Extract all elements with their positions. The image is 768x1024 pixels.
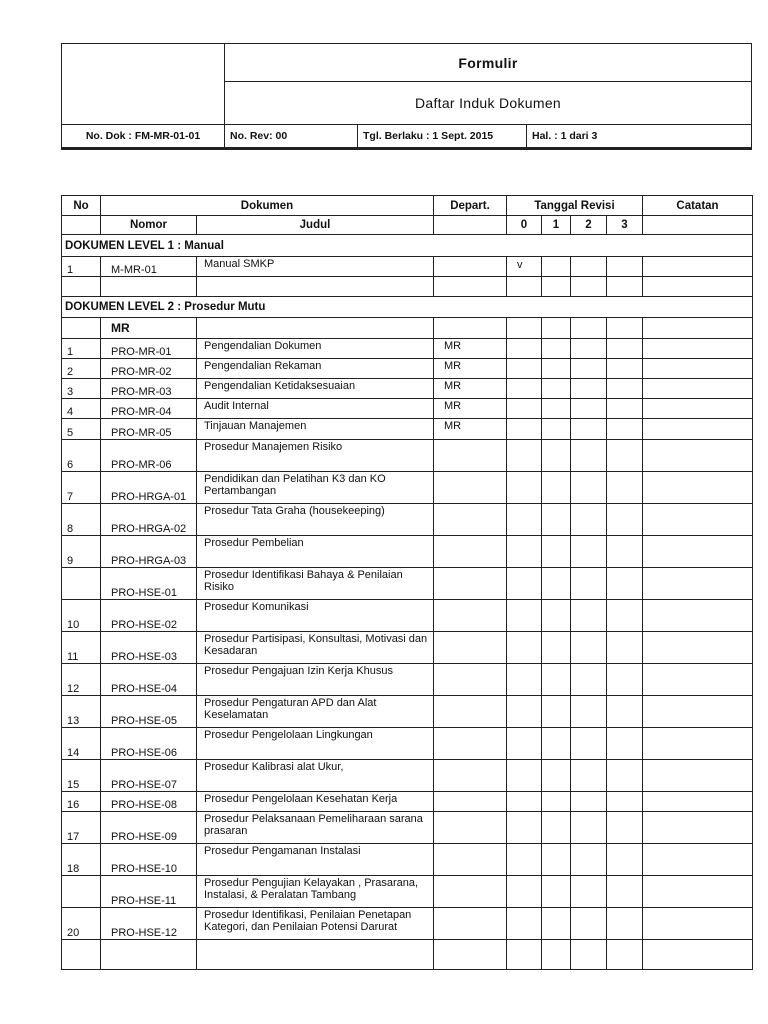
row-rev3 — [607, 568, 643, 600]
table-row — [62, 504, 753, 536]
row-depart — [434, 664, 507, 696]
row-number: 13 — [62, 696, 101, 728]
row-rev2 — [571, 379, 607, 399]
row-rev1 — [542, 728, 571, 760]
table-row — [62, 339, 753, 359]
table-body — [62, 235, 753, 970]
row-nomor: PRO-HSE-02 — [101, 600, 197, 632]
form-header — [61, 43, 752, 148]
row-rev1 — [542, 844, 571, 876]
row-catatan — [643, 399, 753, 419]
row-depart — [434, 632, 507, 664]
row-rev1 — [542, 792, 571, 812]
row-judul: Tinjauan Manajemen — [197, 419, 434, 440]
row-rev0 — [507, 419, 542, 440]
table-row — [62, 472, 753, 504]
row-rev3 — [607, 504, 643, 536]
row-number: 2 — [62, 359, 101, 379]
row-rev2 — [571, 812, 607, 844]
row-rev3 — [607, 908, 643, 940]
row-judul: Prosedur Pengamanan Instalasi — [197, 844, 434, 876]
group-empty-cell — [643, 318, 753, 339]
blank-empty-cell — [197, 277, 434, 297]
row-rev1 — [542, 379, 571, 399]
row-rev2 — [571, 257, 607, 277]
row-nomor: PRO-HSE-10 — [101, 844, 197, 876]
row-catatan — [643, 472, 753, 504]
row-rev1 — [542, 664, 571, 696]
row-rev3 — [607, 696, 643, 728]
row-rev3 — [607, 419, 643, 440]
table-row — [62, 568, 753, 600]
row-rev0 — [507, 339, 542, 359]
row-rev1 — [542, 339, 571, 359]
row-judul: Audit Internal — [197, 399, 434, 419]
group-row — [62, 318, 753, 339]
row-rev1 — [542, 568, 571, 600]
row-nomor: PRO-HSE-11 — [101, 876, 197, 908]
row-rev0 — [507, 600, 542, 632]
col-judul-header: Judul — [197, 216, 434, 235]
document-register-table — [61, 195, 753, 970]
row-rev3 — [607, 792, 643, 812]
blank-empty-cell — [101, 277, 197, 297]
row-rev3 — [607, 760, 643, 792]
row-rev3 — [607, 600, 643, 632]
row-number: 1 — [62, 339, 101, 359]
row-nomor: PRO-MR-02 — [101, 359, 197, 379]
table-row — [62, 440, 753, 472]
table-row — [62, 399, 753, 419]
blank-row — [62, 277, 753, 297]
row-nomor: PRO-HSE-06 — [101, 728, 197, 760]
row-depart — [434, 792, 507, 812]
row-depart — [434, 844, 507, 876]
row-nomor: PRO-MR-05 — [101, 419, 197, 440]
row-rev0: v — [507, 257, 542, 277]
row-judul: Pengendalian Dokumen — [197, 339, 434, 359]
row-catatan — [643, 728, 753, 760]
row-catatan — [643, 359, 753, 379]
row-rev2 — [571, 600, 607, 632]
row-rev2 — [571, 792, 607, 812]
blank-empty-cell — [434, 277, 507, 297]
row-judul: Prosedur Pengaturan APD dan Alat Keselamatan — [197, 696, 434, 728]
group-empty-cell — [434, 318, 507, 339]
row-nomor: PRO-HSE-12 — [101, 908, 197, 940]
row-catatan — [643, 664, 753, 696]
row-depart — [434, 696, 507, 728]
row-nomor: PRO-HRGA-01 — [101, 472, 197, 504]
row-rev0 — [507, 760, 542, 792]
row-catatan — [643, 419, 753, 440]
row-judul: Prosedur Pengelolaan Kesehatan Kerja — [197, 792, 434, 812]
blank-empty-cell — [507, 940, 542, 970]
row-rev1 — [542, 876, 571, 908]
row-judul: Prosedur Pengujian Kelayakan , Prasarana, Instalasi, & Peralatan Tambang — [197, 876, 434, 908]
row-rev1 — [542, 908, 571, 940]
level1-section-title: DOKUMEN LEVEL 1 : Manual — [62, 235, 753, 257]
level2-section-title: DOKUMEN LEVEL 2 : Prosedur Mutu — [62, 297, 753, 318]
row-depart: MR — [434, 419, 507, 440]
row-rev1 — [542, 359, 571, 379]
header-divider — [61, 148, 752, 150]
row-rev1 — [542, 419, 571, 440]
blank-empty-cell — [643, 940, 753, 970]
row-number: 4 — [62, 399, 101, 419]
group-empty-cell — [571, 318, 607, 339]
table-row — [62, 359, 753, 379]
row-number: 7 — [62, 472, 101, 504]
row-depart: MR — [434, 359, 507, 379]
row-rev2 — [571, 399, 607, 419]
row-judul: Prosedur Identifikasi Bahaya & Penilaian Risiko — [197, 568, 434, 600]
row-catatan — [643, 844, 753, 876]
row-catatan — [643, 379, 753, 399]
group-no-cell — [62, 318, 101, 339]
row-number: 9 — [62, 536, 101, 568]
table-row — [62, 379, 753, 399]
row-rev2 — [571, 908, 607, 940]
row-rev3 — [607, 876, 643, 908]
row-nomor: PRO-HSE-05 — [101, 696, 197, 728]
row-catatan — [643, 339, 753, 359]
row-catatan — [643, 504, 753, 536]
meta-tgl-berlaku — [358, 125, 527, 148]
table-row — [62, 792, 753, 812]
table-row — [62, 908, 753, 940]
row-depart — [434, 257, 507, 277]
row-rev1 — [542, 440, 571, 472]
hal-text: Hal. : 1 dari 3 — [532, 130, 598, 142]
table-row — [62, 664, 753, 696]
col-no-header: No — [62, 196, 101, 216]
row-catatan — [643, 536, 753, 568]
row-depart — [434, 760, 507, 792]
row-nomor: PRO-HSE-03 — [101, 632, 197, 664]
table-row — [62, 844, 753, 876]
row-rev1 — [542, 812, 571, 844]
row-nomor: PRO-MR-04 — [101, 399, 197, 419]
row-nomor: PRO-HSE-04 — [101, 664, 197, 696]
row-rev3 — [607, 339, 643, 359]
row-number: 20 — [62, 908, 101, 940]
row-rev2 — [571, 568, 607, 600]
row-rev2 — [571, 472, 607, 504]
level2-section-row — [62, 297, 753, 318]
row-rev2 — [571, 536, 607, 568]
row-rev0 — [507, 568, 542, 600]
row-nomor: PRO-MR-06 — [101, 440, 197, 472]
row-depart — [434, 440, 507, 472]
row-catatan — [643, 440, 753, 472]
row-rev2 — [571, 504, 607, 536]
row-number — [62, 876, 101, 908]
blank-empty-cell — [643, 277, 753, 297]
row-rev0 — [507, 876, 542, 908]
col-catatan-header: Catatan — [643, 196, 753, 216]
col-depart-sub — [434, 216, 507, 235]
row-rev0 — [507, 504, 542, 536]
row-depart — [434, 504, 507, 536]
row-rev3 — [607, 632, 643, 664]
row-rev3 — [607, 399, 643, 419]
row-rev3 — [607, 440, 643, 472]
table-row — [62, 728, 753, 760]
row-rev0 — [507, 664, 542, 696]
form-label: Formulir — [225, 44, 752, 82]
row-number: 6 — [62, 440, 101, 472]
blank-empty-cell — [507, 277, 542, 297]
row-rev0 — [507, 792, 542, 812]
row-judul: Prosedur Pembelian — [197, 536, 434, 568]
table-row — [62, 536, 753, 568]
row-rev2 — [571, 339, 607, 359]
row-rev1 — [542, 472, 571, 504]
row-number: 15 — [62, 760, 101, 792]
row-judul: Manual SMKP — [197, 257, 434, 277]
row-depart — [434, 812, 507, 844]
document-title: Daftar Induk Dokumen — [225, 82, 752, 125]
blank-empty-cell — [434, 940, 507, 970]
row-rev1 — [542, 257, 571, 277]
table-row — [62, 760, 753, 792]
row-judul: Prosedur Pengelolaan Lingkungan — [197, 728, 434, 760]
table-row — [62, 696, 753, 728]
row-nomor: PRO-HSE-09 — [101, 812, 197, 844]
row-catatan — [643, 632, 753, 664]
row-rev0 — [507, 379, 542, 399]
row-rev0 — [507, 696, 542, 728]
row-rev3 — [607, 728, 643, 760]
row-rev3 — [607, 812, 643, 844]
row-rev2 — [571, 359, 607, 379]
blank-empty-cell — [607, 940, 643, 970]
row-rev1 — [542, 632, 571, 664]
row-rev0 — [507, 536, 542, 568]
row-rev1 — [542, 536, 571, 568]
row-rev0 — [507, 359, 542, 379]
no-dok-text: No. Dok : FM-MR-01-01 — [85, 130, 201, 142]
row-judul: Pengendalian Rekaman — [197, 359, 434, 379]
row-rev3 — [607, 472, 643, 504]
row-rev0 — [507, 399, 542, 419]
row-rev0 — [507, 440, 542, 472]
row-judul: Prosedur Komunikasi — [197, 600, 434, 632]
row-nomor: PRO-MR-01 — [101, 339, 197, 359]
no-rev-text: No. Rev: 00 — [230, 130, 288, 142]
meta-hal — [527, 125, 752, 148]
row-depart — [434, 600, 507, 632]
row-judul: Prosedur Kalibrasi alat Ukur, — [197, 760, 434, 792]
group-label: MR — [101, 318, 197, 339]
row-catatan — [643, 760, 753, 792]
col-tanggal-revisi-header: Tanggal Revisi — [507, 196, 643, 216]
row-nomor: PRO-HSE-07 — [101, 760, 197, 792]
row-rev0 — [507, 812, 542, 844]
row-catatan — [643, 812, 753, 844]
row-catatan — [643, 792, 753, 812]
row-rev0 — [507, 632, 542, 664]
table-row — [62, 812, 753, 844]
meta-no-dok — [62, 125, 225, 148]
row-number: 17 — [62, 812, 101, 844]
blank-row — [62, 940, 753, 970]
table-row — [62, 419, 753, 440]
blank-empty-cell — [542, 940, 571, 970]
row-judul: Prosedur Pelaksanaan Pemeliharaan sarana prasaran — [197, 812, 434, 844]
row-rev1 — [542, 760, 571, 792]
row-rev2 — [571, 760, 607, 792]
row-judul: Prosedur Partisipasi, Konsultasi, Motivasi dan Kesadaran — [197, 632, 434, 664]
blank-empty-cell — [542, 277, 571, 297]
tgl-berlaku-text: Tgl. Berlaku : 1 Sept. 2015 — [363, 130, 494, 142]
row-catatan — [643, 908, 753, 940]
row-rev0 — [507, 728, 542, 760]
row-number: 5 — [62, 419, 101, 440]
row-nomor: PRO-HRGA-03 — [101, 536, 197, 568]
meta-no-rev — [225, 125, 358, 148]
row-judul: Prosedur Manajemen Risiko — [197, 440, 434, 472]
row-catatan — [643, 696, 753, 728]
col-catatan-sub — [643, 216, 753, 235]
row-rev2 — [571, 844, 607, 876]
col-nomor-header: Nomor — [101, 216, 197, 235]
row-rev2 — [571, 440, 607, 472]
row-rev0 — [507, 844, 542, 876]
row-depart — [434, 472, 507, 504]
logo-area — [62, 44, 225, 125]
row-number: 3 — [62, 379, 101, 399]
blank-empty-cell — [607, 277, 643, 297]
row-rev2 — [571, 419, 607, 440]
table-row — [62, 257, 753, 277]
row-rev3 — [607, 379, 643, 399]
col-dokumen-header: Dokumen — [101, 196, 434, 216]
row-number: 16 — [62, 792, 101, 812]
row-depart: MR — [434, 339, 507, 359]
blank-empty-cell — [62, 277, 101, 297]
row-rev2 — [571, 664, 607, 696]
row-judul: Pendidikan dan Pelatihan K3 dan KO Pertambangan — [197, 472, 434, 504]
group-empty-cell — [197, 318, 434, 339]
row-rev1 — [542, 399, 571, 419]
row-rev1 — [542, 696, 571, 728]
row-depart: MR — [434, 399, 507, 419]
row-rev1 — [542, 504, 571, 536]
row-depart: MR — [434, 379, 507, 399]
row-rev2 — [571, 876, 607, 908]
col-depart-header: Depart. — [434, 196, 507, 216]
row-rev0 — [507, 908, 542, 940]
group-empty-cell — [607, 318, 643, 339]
row-depart — [434, 908, 507, 940]
blank-empty-cell — [101, 940, 197, 970]
col-no-sub — [62, 216, 101, 235]
row-judul: Prosedur Identifikasi, Penilaian Penetapan Kategori, dan Penilaian Potensi Darurat — [197, 908, 434, 940]
row-nomor: PRO-HRGA-02 — [101, 504, 197, 536]
col-rev1-header: 1 — [542, 216, 571, 235]
row-rev3 — [607, 257, 643, 277]
row-rev3 — [607, 359, 643, 379]
row-nomor: M-MR-01 — [101, 257, 197, 277]
row-rev0 — [507, 472, 542, 504]
col-rev3-header: 3 — [607, 216, 643, 235]
row-judul: Prosedur Pengajuan Izin Kerja Khusus — [197, 664, 434, 696]
table-row — [62, 632, 753, 664]
table-row — [62, 600, 753, 632]
row-nomor: PRO-HSE-01 — [101, 568, 197, 600]
blank-empty-cell — [62, 940, 101, 970]
row-rev3 — [607, 844, 643, 876]
row-number: 14 — [62, 728, 101, 760]
row-number: 11 — [62, 632, 101, 664]
row-depart — [434, 876, 507, 908]
group-empty-cell — [542, 318, 571, 339]
row-catatan — [643, 876, 753, 908]
row-number: 12 — [62, 664, 101, 696]
row-rev1 — [542, 600, 571, 632]
blank-empty-cell — [571, 940, 607, 970]
col-rev2-header: 2 — [571, 216, 607, 235]
row-number — [62, 568, 101, 600]
row-number: 10 — [62, 600, 101, 632]
row-rev2 — [571, 696, 607, 728]
row-nomor: PRO-MR-03 — [101, 379, 197, 399]
row-catatan — [643, 600, 753, 632]
row-number: 18 — [62, 844, 101, 876]
blank-empty-cell — [571, 277, 607, 297]
row-judul: Prosedur Tata Graha (housekeeping) — [197, 504, 434, 536]
row-catatan — [643, 568, 753, 600]
row-judul: Pengendalian Ketidaksesuaian — [197, 379, 434, 399]
row-catatan — [643, 257, 753, 277]
group-empty-cell — [507, 318, 542, 339]
blank-empty-cell — [197, 940, 434, 970]
row-number: 1 — [62, 257, 101, 277]
row-depart — [434, 728, 507, 760]
row-rev3 — [607, 664, 643, 696]
row-depart — [434, 536, 507, 568]
row-rev2 — [571, 632, 607, 664]
row-rev2 — [571, 728, 607, 760]
row-depart — [434, 568, 507, 600]
table-row — [62, 876, 753, 908]
row-nomor: PRO-HSE-08 — [101, 792, 197, 812]
row-number: 8 — [62, 504, 101, 536]
col-rev0-header: 0 — [507, 216, 542, 235]
row-rev3 — [607, 536, 643, 568]
